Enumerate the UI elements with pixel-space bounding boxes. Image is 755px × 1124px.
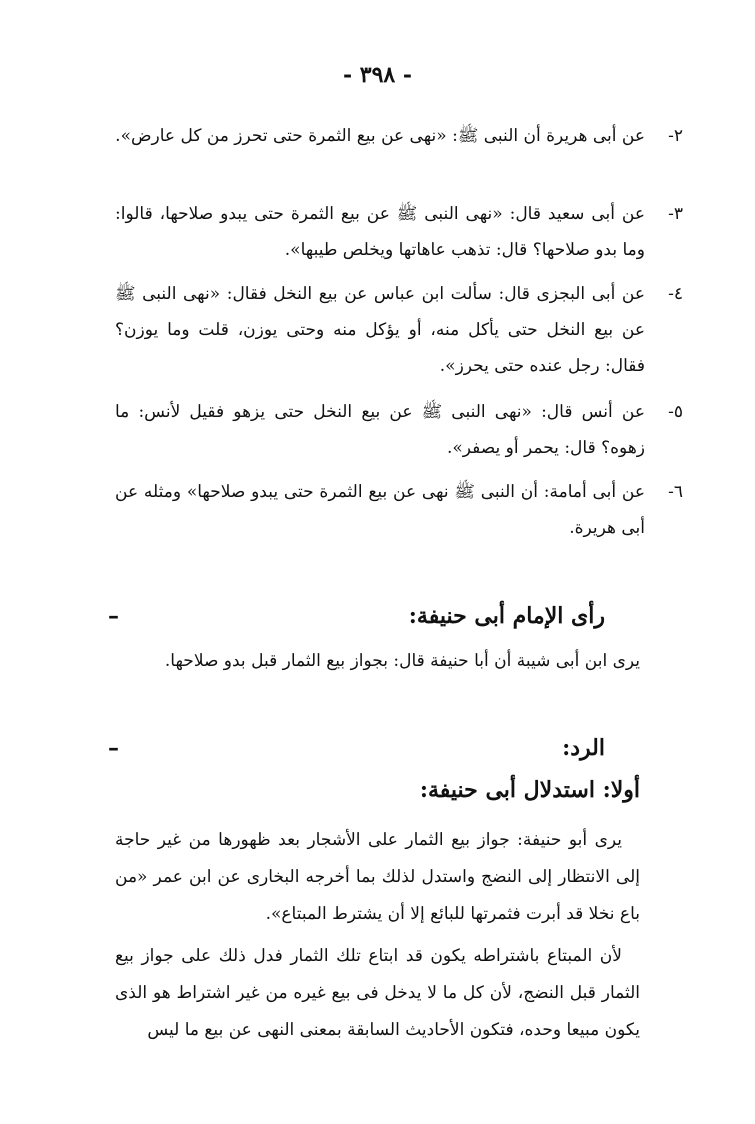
section-paragraph: لأن المبتاع باشتراطه يكون قد ابتاع تلك الثمار فدل ذلك على جواز بيع الثمار قبل النضج، لأن كل ما لا يدخل فى بيع غيره من غير اشتراط هو الذى يكون مبيعا وحده، فتكون الأحاديث السابقة بمعنى النهى عن بيع ما ليس — [115, 946, 640, 1040]
section-dash: – — [108, 735, 119, 761]
hadith-text: عن أبى سعيد قال: «نهى النبى ﷺ عن بيع الثمرة حتى يبدو صلاحها، قالوا: وما بدو صلاحها؟ قال: تذهب عاهاتها ويخلص طيبها». — [115, 204, 645, 260]
hadith-text: عن أبى هريرة أن النبى ﷺ: «نهى عن بيع الثمرة حتى تحرز من كل عارض». — [115, 126, 645, 146]
section-subheading: أولا: استدلال أبى حنيفة: — [419, 777, 640, 803]
hadith-number: ٥- — [668, 402, 683, 422]
hadith-text: عن أبى البجزى قال: سألت ابن عباس عن بيع النخل فقال: «نهى النبى ﷺ عن بيع النخل حتى يأكل منه، أو يؤكل منه وحتى يوزن، قلت وما يوزن؟ فقال: رجل عنده حتى يحرز». — [115, 284, 645, 376]
hadith-number: ٢- — [668, 126, 683, 146]
hadith-number: ٦- — [668, 482, 683, 502]
hadith-number: ٤- — [668, 284, 683, 304]
hadith-text: عن أبى أمامة: أن النبى ﷺ نهى عن بيع الثمرة حتى يبدو صلاحها» ومثله عن أبى هريرة. — [115, 482, 645, 538]
section-paragraph: يرى أبو حنيفة: جواز بيع الثمار على الأشجار بعد ظهورها من غير حاجة إلى الانتظار إلى النضج واستدل لذلك بما أخرجه البخارى عن ابن عمر «من باع نخلا قد أبرت فثمرتها للبائع إلا أن يشترط المبتاع». — [115, 830, 640, 924]
hadith-number: ٣- — [668, 204, 683, 224]
page-number: - ٣٩٨ - — [342, 62, 413, 88]
section-heading: الرد: — [562, 735, 605, 761]
section-dash: – — [108, 603, 119, 629]
hadith-text: عن أنس قال: «نهى النبى ﷺ عن بيع النخل حتى يزهو فقيل لأنس: ما زهوه؟ قال: يحمر أو يصفر». — [115, 402, 645, 458]
section-paragraph: يرى ابن أبى شيبة أن أبا حنيفة قال: بجواز بيع الثمار قبل بدو صلاحها. — [164, 651, 640, 671]
section-heading: رأى الإمام أبى حنيفة: — [408, 603, 605, 629]
